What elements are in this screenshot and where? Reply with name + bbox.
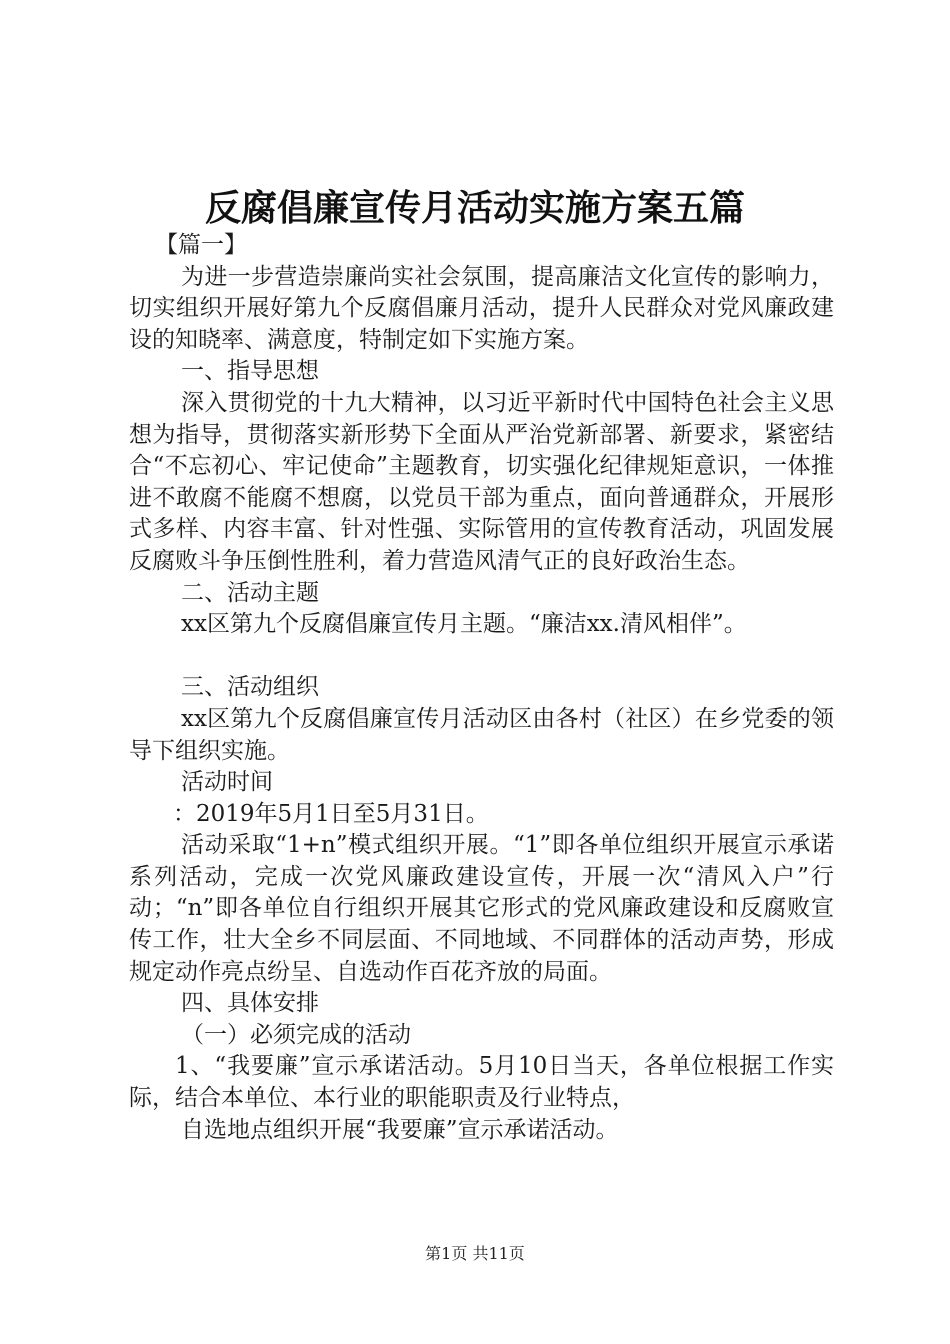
activity-organization-paragraph: xx区第九个反腐倡廉宣传月活动区由各村（社区）在乡党委的领导下组织实施。 (129, 705, 834, 764)
activity-time-value: ：2019年5月1日至5月31日。 (173, 800, 489, 827)
activity-mode-paragraph: 活动采取“1+n”模式组织开展。“1”即各单位组织开展宣示承诺系列活动，完成一次党风廉政建设宣传，开展一次“清风入户”行动；“n”即各单位自行组织开展其它形式的党风廉政建设和反腐败宣传工作，壮大全乡不同层面、不同地域、不同群体的活动声势，形成规定动作亮点纷呈、自选动作百花齐放的局面。 (129, 832, 834, 985)
intro-paragraph: 为进一步营造崇廉尚实社会氛围，提高廉洁文化宣传的影响力，切实组织开展好第九个反腐倡廉月活动，提升人民群众对党风廉政建设的知晓率、满意度，特制定如下实施方案。 (129, 263, 834, 353)
guiding-thought-paragraph: 深入贯彻党的十九大精神，以习近平新时代中国特色社会主义思想为指导，贯彻落实新形势下全面从严治党新部署、新要求，紧密结合“不忘初心、牢记使命”主题教育，切实强化纪律规矩意识，一体推进不敢腐不能腐不想腐，以党员干部为重点，面向普通群众，开展形式多样、内容丰富、针对性强、实际管用的宣传教育活动，巩固发展反腐败斗争压倒性胜利，着力营造风清气正的良好政治生态。 (129, 389, 834, 574)
document-body (129, 230, 834, 1146)
activity-theme-paragraph: xx区第九个反腐倡廉宣传月主题。“廉洁xx.清风相伴”。 (181, 611, 747, 638)
heading-activity-theme: 二、活动主题 (181, 579, 319, 606)
section-label: 【篇一】 (155, 232, 247, 258)
document-title: 反腐倡廉宣传月活动实施方案五篇 (204, 187, 745, 229)
blank-line (129, 641, 834, 673)
heading-activity-organization: 三、活动组织 (181, 674, 319, 701)
required-activity-item-1-continued: 自选地点组织开展“我要廉”宣示承诺活动。 (181, 1116, 619, 1143)
subheading-required-activities: （一）必须完成的活动 (181, 1021, 411, 1048)
heading-specific-arrangements: 四、具体安排 (181, 990, 319, 1017)
required-activity-item-1: 1、“我要廉”宣示承诺活动。5月10日当天，各单位根据工作实际，结合本单位、本行业的职能职责及行业特点， (129, 1053, 834, 1112)
heading-guiding-thought: 一、指导思想 (181, 358, 319, 385)
activity-time-label: 活动时间 (181, 769, 273, 796)
page-footer: 第1页 共11页 (425, 1244, 525, 1263)
